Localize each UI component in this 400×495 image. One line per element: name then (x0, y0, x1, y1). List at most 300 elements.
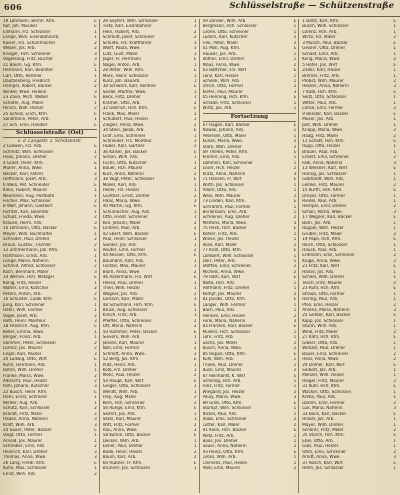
entry-text: Keil, Johann, Maler (102, 220, 141, 226)
entry-floor: 1 (293, 160, 297, 166)
entry-floor: E (94, 204, 97, 210)
entry-floor: 2 (393, 351, 396, 357)
entry-text: Schade, Fritz, Schlosser (202, 100, 252, 106)
entry-floor: 1 (94, 308, 97, 314)
entry-floor: E (94, 428, 97, 434)
entry-text: Albrecht, Paul, Heizer (3, 378, 48, 384)
entry-text: Lambert, Wilh. Schlosser (202, 253, 254, 259)
entry-text: 28 Ritter, Wilh. Kfm. (102, 68, 145, 74)
entry-floor: 1 (193, 133, 197, 139)
entry-floor: 2 (193, 346, 197, 352)
entry-floor: 1 (193, 242, 197, 248)
entry-text: Dahmen, Karl, Schreiner (202, 160, 253, 166)
entry-floor: 1 (293, 78, 297, 84)
entry-floor: E (94, 324, 97, 330)
entry-floor: 1 (193, 24, 197, 30)
entry-text: Lorenz, Hch. Arb. (302, 29, 338, 35)
entry-floor: E (393, 335, 396, 341)
entry-text: 34 Stein, Jakob, Arb. (102, 128, 145, 134)
entry-floor: 1 (393, 171, 396, 177)
entry-text: Strauß, Otto, Former (302, 291, 345, 297)
entry-floor: 1 (94, 368, 97, 374)
entry-floor: 1 (193, 417, 197, 423)
entry-text: Franke, Maria, Wwe. (3, 373, 45, 379)
entry-text: Lindner, Paul, Arb. (102, 226, 141, 232)
entry-floor: 1 (393, 95, 396, 101)
entry-text: Gross, Wilh. Arb. (202, 455, 237, 461)
entry-floor: 1 (393, 291, 396, 297)
entry-floor: E (193, 177, 197, 183)
entry-text: Ohm, Emil, Schreiner (302, 449, 346, 455)
entry-text: 52 Berg, Jos. Kfm. (102, 357, 140, 363)
entry-floor: 2 (293, 269, 297, 275)
entry-floor: 1 (293, 357, 297, 363)
entry-text: Hinz, Fritz, Former (202, 384, 241, 390)
entry-text: Schröder, Paul, Dreher (3, 237, 50, 243)
entry-floor: 1 (293, 406, 297, 412)
entry-floor: 1 (193, 215, 197, 221)
entry-text: Schilling, Hch. Arb. (202, 379, 242, 384)
entry-text: 89 Groß, Otto, Kfm. (202, 400, 243, 406)
entry-floor: 1 (293, 182, 297, 188)
entry-floor: 2 (94, 215, 97, 221)
entry-floor: 3 (393, 406, 396, 412)
entry-text: Wagner, Jos. Arb. (102, 291, 139, 297)
entry-text: Stumpf, Wilh. Schlosser (202, 406, 252, 412)
entry-text: Wenzel, Paul, Dreher (302, 346, 346, 352)
entry-floor: 1 (293, 308, 297, 314)
entry-text: Vogelsang, Fritz, Buchdr. (3, 57, 54, 63)
entry-text: 27 Sch. Emil, Händler (3, 122, 48, 128)
entry-floor: E (393, 460, 396, 466)
entry-text: Nagel, Anton, Arb. (102, 62, 141, 68)
entry-text: 60 Hübner, Fr. Kfm. (102, 460, 143, 466)
entry-text: Hering, Paul, Arb. (302, 297, 339, 303)
entry-floor: 1 (94, 395, 97, 401)
entry-text: Ruf, Joh. Musiker (3, 24, 38, 30)
entry-text: Kolb, Frz. Dreher (102, 368, 137, 373)
entry-text: 10 Lehmann, Otto, Bäcker (3, 226, 58, 232)
entry-text: 69 Thelen, Peter, Kfm. (202, 149, 249, 155)
entry-floor: 3 (393, 160, 396, 166)
entry-floor: 2 (94, 242, 97, 248)
entry-floor: 2 (94, 471, 97, 477)
entry-text: Bauer, Hch. Maurer (102, 166, 143, 172)
entry-floor: E (94, 460, 97, 466)
entry-text: Adam, Otto, Arb. (202, 188, 238, 194)
entry-floor: 2 (393, 128, 396, 134)
entry-floor: 2 (193, 29, 197, 35)
entry-floor: 2 (193, 318, 197, 324)
entry-floor: 2 (393, 182, 396, 188)
entry-floor: 3 (94, 384, 97, 390)
entry-floor: 3 (193, 351, 197, 357)
entry-text: Heinrich, Karl, Dreher (3, 449, 48, 455)
entry-text: 93 Heinz, Otto, Kfm. (202, 449, 245, 455)
entry-text: Förster, Max, Maurer (102, 264, 146, 270)
entry-text: Hoffmann, Josef, Arb. (3, 177, 47, 183)
entry-floor: E (293, 199, 297, 205)
entry-floor: E (193, 357, 197, 363)
entry-floor: 1 (193, 160, 197, 166)
entry-text: Schneider, Frz. Monteur (102, 138, 152, 144)
entry-text: 21 Fritz, Karl, Wirt (302, 264, 340, 270)
entry-text: Schramm, Paul, Former (202, 204, 251, 210)
entry-floor: 3 (193, 46, 197, 52)
entry-floor: 1 (393, 193, 396, 199)
entry-floor: 1 (293, 133, 297, 139)
entry-text: 42 Ebert, Wilh. Bäcker (102, 231, 149, 237)
entry-floor: 2 (193, 373, 197, 379)
entry-text: Neumann, Aug. Postbote (3, 193, 55, 199)
entry-floor: 1 (293, 329, 297, 335)
entry-text: Kurz, Anna, Näherin (102, 171, 144, 177)
entry-floor: 2 (193, 248, 197, 254)
entry-text: Carl, Otto, Rentner (3, 73, 42, 79)
entry-floor: 3 (193, 427, 197, 433)
entry-floor: E (193, 329, 197, 335)
entry-floor: 2 (94, 373, 97, 379)
entry-text: Hempel, Emil, Dreher (302, 204, 347, 210)
entry-floor: E (293, 177, 297, 183)
entry-floor: 1 (293, 455, 297, 461)
entry-text: 4 Graef, Heinr. Kfm. (3, 160, 44, 166)
entry-floor: 1 (94, 193, 97, 199)
entry-text: 58 Kühne, Otto, Bäcker (102, 433, 151, 439)
entry-text: Fink, Peter, Maler (202, 40, 239, 46)
entry-floor: 2 (293, 62, 297, 68)
entry-floor: 2 (94, 84, 97, 90)
entry-floor: 1 (293, 433, 297, 439)
entry-text: Wirtz, Frz. Maler (302, 35, 336, 41)
entry-floor: 2 (193, 422, 197, 428)
entry-text: Köhler, Fritz, Arb. (202, 231, 238, 237)
entry-text: 5 Hofer, Jos. Wirt (302, 62, 338, 68)
entry-text: 2 Loewen, Frz. Arb. (3, 144, 43, 150)
entry-text: Brandt, Fritz, Maler (3, 411, 43, 417)
entry-floor: E (393, 138, 396, 144)
entry-text: Lemke, Fritz, Maurer (302, 182, 345, 188)
entry-floor: 1 (94, 433, 97, 439)
entry-floor: 2 (293, 166, 297, 172)
entry-floor: E (193, 84, 197, 90)
entry-text: Pütz, Heinr. Arb. (102, 362, 136, 368)
entry-floor: 1 (293, 57, 297, 63)
entry-floor: 3 (94, 269, 97, 275)
entry-floor: E (193, 128, 197, 134)
entry-floor: E (393, 237, 396, 243)
entry-floor: E (393, 40, 396, 46)
entry-text: Horn, Ernst, Schmied (3, 395, 47, 401)
entry-text: Esser, Hch. Heizer (202, 166, 241, 172)
entry-text: Schreiner, Aug. Dreher (202, 215, 250, 221)
entry-floor: 1 (393, 248, 396, 254)
entry-floor: 2 (94, 155, 97, 161)
entry-floor: 1 (193, 188, 197, 194)
entry-text: Möller, Karl, Arb. (102, 182, 138, 188)
entry-text: Schmid, Alfred, Schlosser (3, 264, 56, 270)
entry-text: Lange, Maria, Näherin (3, 258, 49, 264)
entry-floor: 1 (94, 362, 97, 368)
entry-floor: 1 (293, 286, 297, 292)
entry-text: Hasse, Jos. Arb. (302, 269, 335, 275)
entry-floor: 1 (193, 308, 197, 314)
entry-floor: E (193, 204, 197, 210)
entry-floor: 2 (193, 220, 197, 226)
entry-text: Gebhardt, Wilh. Arb. (302, 177, 345, 183)
entry-text: 30 Schwarz, Karl, Rentner (102, 84, 157, 90)
entry-floor: 2 (293, 389, 297, 395)
entry-floor: E (94, 24, 97, 30)
entry-text: Weis, Wilh. Maurer (202, 193, 241, 199)
entry-text: Jost, Wilh. Dreher (302, 122, 339, 128)
entry-text: Frey, Aug. Maler (102, 395, 137, 401)
entry-floor: 1 (94, 400, 97, 406)
entry-text: Huber, Karl, Gärtner (102, 144, 145, 150)
entry-text: Arndt, Anna, Wwe. (302, 455, 341, 461)
entry-floor: 1 (393, 297, 396, 303)
entry-text: Roth, Heinr. Monteur (3, 318, 46, 324)
entry-text: Ott, Maria, Näherin (102, 324, 143, 330)
entry-floor: E (94, 226, 97, 232)
entry-floor: 2 (293, 144, 297, 150)
entry-text: Boos, Jos. Dreher (202, 438, 238, 444)
entry-floor: 1 (293, 24, 297, 30)
entry-text: Falk, Anna, Näherin (302, 160, 343, 166)
entry-text: Ebel, Otto, Arb. (302, 438, 334, 444)
entry-floor: 1 (393, 346, 396, 352)
entry-text: Ziegler, Anna, Wwe. (102, 122, 145, 128)
entry-floor: 2 (393, 57, 396, 63)
entry-text: Kuhl, Wilh. Arb. (202, 357, 234, 363)
entry-floor: 3 (293, 319, 297, 325)
entry-text: Hirsch, Wilh. Packer (3, 106, 44, 112)
entry-text: Gröne, Otto, Schreiner (202, 29, 249, 35)
page-header (0, 0, 400, 17)
entry-floor: 3 (94, 89, 97, 95)
entry-text: Günther, Ernst, Dreher (102, 193, 150, 199)
entry-text: Wacker, Otto, Schlosser (302, 389, 352, 395)
entry-floor: E (293, 149, 297, 155)
entry-text: Graf, Emil, Schreiner (102, 133, 146, 139)
entry-text: Baum, Karl, Arb. (102, 455, 137, 461)
entry-floor: E (94, 122, 97, 128)
entry-floor: 1 (293, 128, 297, 134)
entry-text: Seitz, Otto, Schlosser (302, 95, 347, 101)
entry-text: Müller, Anna, Wwe. (3, 166, 43, 172)
entry-text: Kaiser, Frz. Schuhmacher (3, 40, 56, 46)
entry-text: Thiel, Wilh. Heizer (102, 286, 141, 292)
entry-floor: E (393, 313, 396, 319)
entry-text: Sander, Jos. Arb. (102, 242, 138, 248)
entry-floor: 1 (393, 46, 396, 52)
entry-text: Jung, Karl, Schreiner (3, 302, 46, 308)
entry-floor: E (193, 433, 197, 439)
entry-text: Reich, Otto, Schlosser (302, 242, 348, 248)
directory-entry (203, 106, 297, 111)
entry-floor: 3 (94, 177, 97, 183)
entry-text: Steffen, Emil, Schreiner (202, 264, 252, 270)
entry-text: Hennes, Emil, Heizer (202, 313, 246, 319)
entry-text: Kluge, Anna, Wwe. (302, 258, 342, 264)
entry-text: Lux, Maria, Näherin (302, 406, 343, 412)
entry-text: König, Fritz, Heizer (3, 280, 42, 286)
entry-text: Raab, Emil, Schreiner (202, 417, 247, 423)
entry-text: Bauer, Emil, Schreiner (302, 351, 349, 357)
entry-floor: E (94, 248, 97, 254)
entry-text: Lohr, Fritz, Arb. (202, 335, 234, 341)
entry-text: Ahrens, Maria, Näherin (302, 308, 350, 314)
entry-floor: 1 (94, 73, 97, 79)
entry-floor: 3 (293, 171, 297, 177)
entry-floor: 2 (293, 193, 297, 199)
entry-floor: E (94, 95, 97, 101)
entry-text: Stark, Wilh. Dreher (202, 144, 242, 150)
entry-text: Schulte, Frz. Kraftfahrer (102, 40, 152, 46)
entry-floor: 2 (94, 46, 97, 52)
entry-floor: 1 (293, 411, 297, 417)
entry-text: Becker, Karl, Fahrer (3, 171, 44, 177)
entry-floor: 2 (293, 139, 297, 145)
entry-floor: E (193, 149, 197, 155)
entry-floor: 1 (193, 384, 197, 390)
entry-text: Zeller, Karl, Heizer (302, 68, 341, 74)
entry-floor: E (94, 389, 97, 395)
entry-floor: 2 (193, 395, 197, 401)
entry-floor: E (193, 57, 197, 63)
entry-floor: 2 (193, 449, 197, 455)
entry-floor: 3 (393, 209, 396, 215)
entry-text: Krebs, Paul, Arb. (302, 395, 337, 401)
entry-text: 12 Zimmermann, Jak. Kfm. (3, 248, 59, 254)
entry-floor: 3 (193, 40, 197, 46)
entry-text: 91 Klein, Hch. Bäcker (202, 428, 247, 434)
entry-floor: 2 (293, 417, 297, 423)
entry-floor: 1 (94, 117, 97, 123)
entry-text: Peters, Anton, Arb. (3, 291, 42, 297)
entry-text: Schäfer, Aug. Maler (3, 100, 44, 106)
entry-text: Tietz, Karl, Eisenbahner (102, 24, 152, 30)
entry-floor: 1 (293, 100, 297, 106)
entry-floor: E (94, 19, 97, 24)
entry-text: Lutz, Gust. Maler (102, 51, 138, 57)
entry-text: 14 Werner, Hch. Metzger (3, 275, 55, 281)
entry-floor: 3 (94, 417, 97, 423)
entry-text: Rose, Karl, Maler (202, 242, 238, 248)
entry-text: Clemens, Paul, Heizer (202, 460, 248, 466)
entry-text: Hein, Hubert, Arb. (102, 29, 141, 35)
entry-floor: 3 (94, 57, 97, 63)
entry-text: Schmidt, Josef, Schreiner (102, 35, 155, 41)
entry-floor: 1 (393, 51, 396, 57)
entry-floor: 1 (193, 62, 197, 68)
entry-floor: E (293, 351, 297, 357)
entry-floor: 1 (393, 122, 396, 128)
entry-text: Rau, Anna, Wwe. (102, 427, 138, 433)
entry-floor: 2 (193, 400, 197, 406)
entry-floor: 2 (293, 346, 297, 352)
entry-text: Sturm, Wilh. Arb. (302, 324, 338, 330)
entry-floor: 1 (393, 324, 396, 330)
section-note: v. d. Langestr. z. Schützenstr. (17, 139, 83, 145)
entry-text: Koch, Bernhard, Maler (3, 269, 49, 275)
entry-floor: 1 (393, 117, 396, 123)
entry-floor: E (94, 297, 97, 303)
entry-text: Moser, Jos. Arb. (302, 117, 335, 123)
directory-entry (3, 123, 97, 128)
entry-floor: 2 (293, 444, 297, 450)
entry-floor: E (293, 297, 297, 303)
entry-text: Mayer, Wilh. Dreher (302, 422, 344, 428)
entry-floor: 2 (193, 226, 197, 232)
entry-floor: 1 (393, 340, 396, 346)
entry-floor: 1 (393, 177, 396, 183)
entry-floor: 1 (293, 335, 297, 341)
entry-floor: E (393, 89, 396, 95)
entry-text: 87 Reinhardt, K. Wirt (202, 373, 246, 379)
entry-text: Wirtz, Jos. Arb. (202, 106, 233, 112)
entry-text: Kunz, Joh. Bauarb. (102, 78, 141, 84)
entry-text: 7 Kalb, Hch. Kfm. (302, 89, 338, 95)
entry-floor: E (293, 226, 297, 232)
entry-text: Mohr, Paul, Heizer (102, 373, 141, 379)
entry-text: Jäger, Fr. Hermann (102, 57, 142, 63)
entry-text: 26 Lang, Friedr. Kfm. (3, 460, 46, 466)
entry-floor: 2 (193, 291, 197, 297)
entry-text: Vogel, Josef, Arb. (3, 313, 38, 319)
entry-text: Braun, Gustav, Tischler (3, 242, 52, 248)
entry-floor: 1 (393, 417, 396, 423)
entry-floor: E (94, 111, 97, 117)
entry-floor: 3 (393, 455, 396, 461)
entry-text: 9 Bender, Karl, Bäcker (302, 111, 349, 117)
entry-floor: E (193, 106, 197, 112)
entry-text: Menzel, Wilh. Heizer (302, 373, 345, 379)
entry-text: Gerlach, Karl, Maler (102, 297, 144, 303)
entry-floor: 2 (94, 346, 97, 352)
entry-text: Nowak, Johann, Arb. (202, 128, 245, 134)
entry-text: Kraft, Wilh. Arb. (3, 422, 36, 428)
entry-text: Krieger, Hch. Schreiner (3, 51, 51, 57)
entry-text: 81 Jacobs, Otto, Kfm. (202, 297, 247, 303)
entry-text: Sievers, Wilh. Arb. (102, 335, 141, 341)
entry-text: Hinkel, Jos. Arb. (302, 417, 335, 423)
entry-text: Probst, Wilh. Maurer (302, 78, 344, 84)
entry-text: Ebner, Paul, Dreher (102, 444, 143, 450)
entry-text: Ellmann, Frz. Schlosser (3, 29, 51, 35)
entry-floor: 1 (193, 117, 197, 123)
entry-text: 25 Gerber, Karl, Bäcker (302, 313, 351, 319)
entry-text: Bergmann, Hch. Schlosser (202, 24, 257, 30)
entry-floor: 1 (393, 73, 396, 79)
entry-floor: 2 (94, 378, 97, 384)
entry-text: 17 Wegner, Karl, Bäcker (302, 215, 353, 221)
entry-text: Winter, Aug. Arb. (3, 400, 39, 406)
entry-floor: 1 (193, 466, 197, 472)
entry-text: Maas, Anna, Wwe. (202, 62, 241, 68)
entry-text: Beck, Fritz, Dreher (102, 95, 141, 101)
entry-floor: 1 (94, 188, 97, 194)
entry-floor: 1 (193, 368, 197, 373)
entry-floor: E (393, 188, 396, 194)
entry-floor: 1 (94, 253, 97, 259)
entry-floor: 1 (293, 106, 297, 112)
entry-text: Kramer, Otto, Arb. (102, 100, 141, 106)
entry-text: Hauck, Paul, Arb. (302, 248, 338, 254)
entry-text: Engel, Karl, Packer (3, 351, 42, 357)
entry-floor: 3 (94, 455, 97, 461)
entry-floor: 1 (193, 411, 197, 417)
